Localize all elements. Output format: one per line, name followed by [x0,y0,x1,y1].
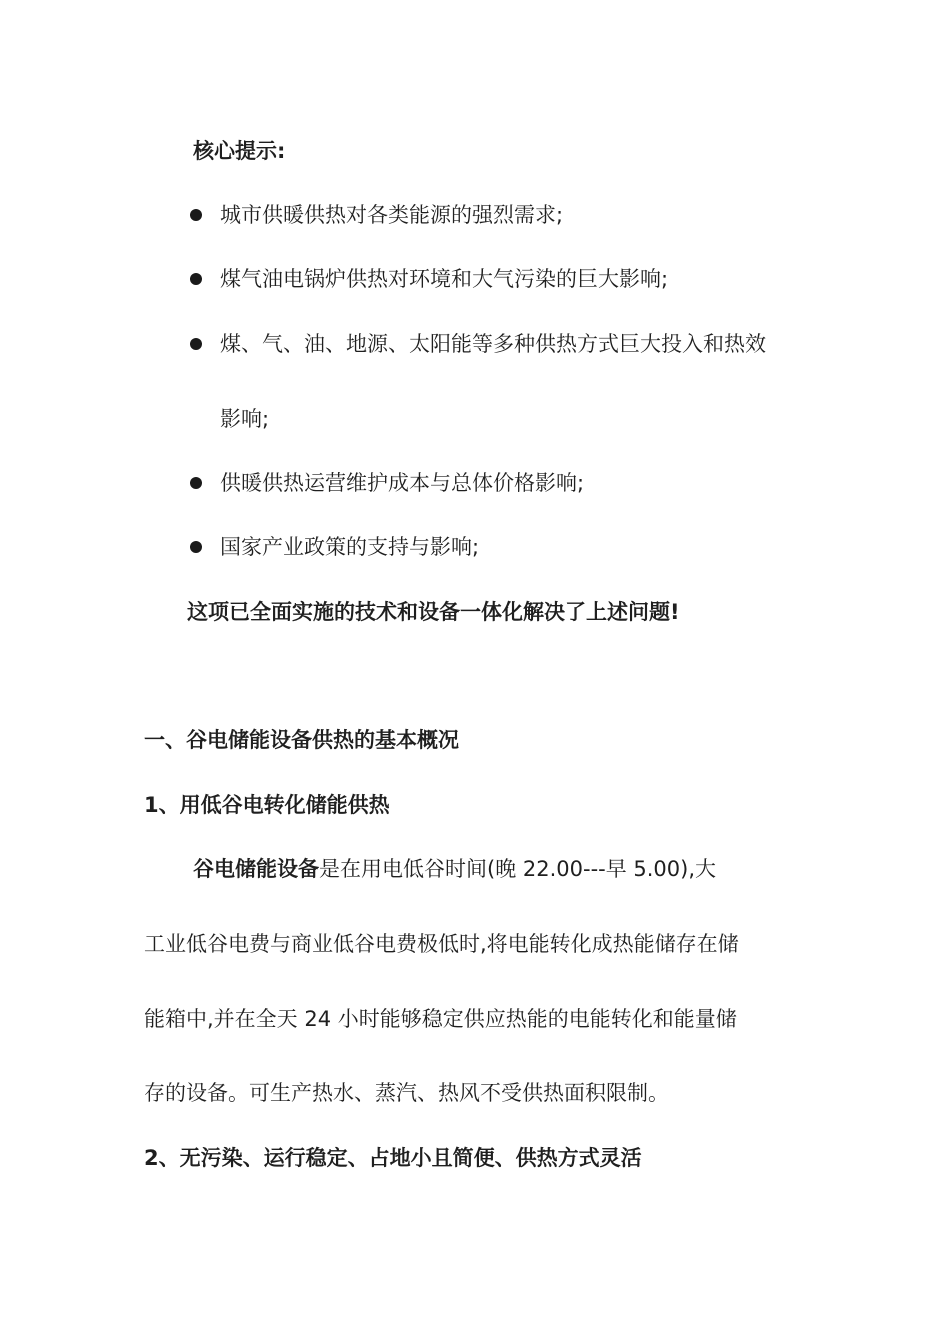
bullet-item: 城市供暖供热对各类能源的强烈需求; [220,203,564,227]
bullet-item: 国家产业政策的支持与影响; [220,535,480,559]
bullet-dot-icon [190,209,202,221]
bullet-dot-icon [190,273,202,285]
subsection-heading-1: 1、用低谷电转化储能供热 [144,793,390,817]
bullet-item: 煤、气、油、地源、太阳能等多种供热方式巨大投入和热效 [220,332,766,356]
bullet-dot-icon [190,338,202,350]
bullet-dot-icon [190,541,202,553]
summary-statement: 这项已全面实施的技术和设备一体化解决了上述问题! [187,600,680,624]
bullet-dot-icon [190,477,202,489]
paragraph-line-1-text: 是在用电低谷时间(晚 22.00---早 5.00),大 [319,857,717,881]
paragraph-lead-term: 谷电储能设备 [193,857,319,881]
paragraph-line-2: 工业低谷电费与商业低谷电费极低时,将电能转化成热能储存在储 [144,932,739,956]
paragraph-line-3: 能箱中,并在全天 24 小时能够稳定供应热能的电能转化和能量储 [144,1007,737,1031]
section-heading: 一、谷电储能设备供热的基本概况 [144,728,459,752]
bullet-item-continuation: 影响; [220,407,270,431]
paragraph-line-4: 存的设备。可生产热水、蒸汽、热风不受供热面积限制。 [144,1081,669,1105]
hint-title: 核心提示: [193,139,286,163]
paragraph-line-1 [193,854,716,884]
subsection-heading-2: 2、无污染、运行稳定、占地小且简便、供热方式灵活 [144,1146,642,1170]
bullet-item: 供暖供热运营维护成本与总体价格影响; [220,471,585,495]
bullet-item: 煤气油电锅炉供热对环境和大气污染的巨大影响; [220,267,669,291]
